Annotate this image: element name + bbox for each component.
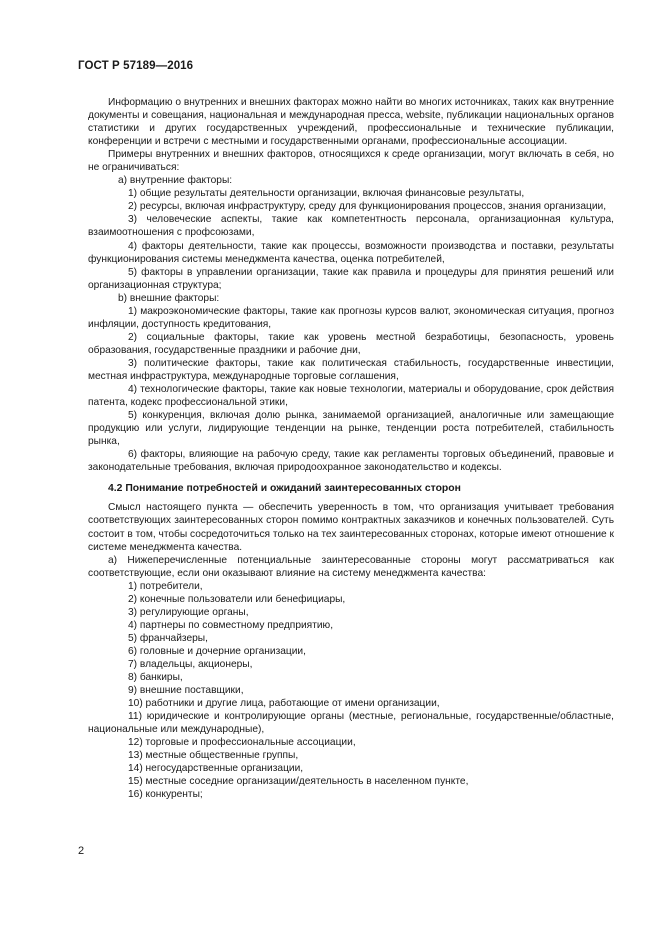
list-heading: а) внутренние факторы: xyxy=(118,175,233,187)
document-header: ГОСТ Р 57189—2016 xyxy=(78,60,194,72)
paragraphs-after xyxy=(88,501,614,801)
list-item: 4) партнеры по совместному предприятию, xyxy=(128,619,334,631)
list-item: 6) факторы, влияющие на рабочую среду, такие как регламенты торговых объединений, правовые и законодательные требования, включая природоохранное законодательство и кодексы. xyxy=(88,449,614,474)
list-item: 3) регулирующие органы, xyxy=(128,606,249,618)
list-item: 4) технологические факторы, такие как новые технологии, материалы и оборудование, срок действия патента, кодекс профессиональной этики, xyxy=(88,384,614,409)
paragraph: Примеры внутренних и внешних факторов, относящихся к среде организации, могут включать в себя, но не ограничиваться: xyxy=(88,149,614,174)
paragraphs-before xyxy=(88,96,614,474)
paragraph: а) Нижеперечисленные потенциальные заинтересованные стороны могут рассматриваться как соответствующие, если они оказывают влияние на систему менеджмента качества: xyxy=(88,554,614,579)
list-item: 8) банкиры, xyxy=(128,672,183,684)
list-item: 16) конкуренты; xyxy=(128,789,203,801)
list-item: 2) конечные пользователи или бенефициары, xyxy=(128,593,346,605)
list-item: 4) факторы деятельности, такие как процессы, возможности производства и поставки, результаты функционирования системы менеджмента качества, оценка потребителей, xyxy=(88,240,614,265)
list-item: 5) франчайзеры, xyxy=(128,632,208,644)
list-item: 14) негосударственные организации, xyxy=(128,763,304,775)
list-item: 1) общие результаты деятельности организации, включая финансовые результаты, xyxy=(128,188,525,200)
page-number: 2 xyxy=(78,845,85,857)
list-item: 7) владельцы, акционеры, xyxy=(128,658,253,670)
list-item: 3) человеческие аспекты, такие как компетентность персонала, организационная культура, взаимоотношения с профсоюзами, xyxy=(88,214,614,239)
paragraph: Информацию о внутренних и внешних факторах можно найти во многих источниках, таких как внутренние документы и совещания, национальная и международная пресса, website, публикации национальных органов статистики и других государственных учреждений, профессиональные и технические публикации, конференции и встречи с местными и государственными органами, профессиональные ассоциации. xyxy=(88,97,614,148)
list-item: 5) конкуренция, включая долю рынка, занимаемой организацией, аналогичные или замещающие продукцию или услуги, лидирующие тенденции на рынке, тенденции роста потребителей, стабильность рынка, xyxy=(88,410,614,448)
page-content xyxy=(88,96,614,801)
list-item: 2) социальные факторы, такие как уровень местной безработицы, безопасность, уровень образования, государственные праздники и рабочие дни, xyxy=(88,331,614,356)
list-item: 15) местные соседние организации/деятельность в населенном пункте, xyxy=(128,776,469,788)
list-item: 6) головные и дочерние организации, xyxy=(128,645,306,657)
list-item: 12) торговые и профессиональные ассоциации, xyxy=(128,737,356,749)
list-item: 10) работники и другие лица, работающие от имени организации, xyxy=(128,698,440,710)
section-heading: 4.2 Понимание потребностей и ожиданий заинтересованных сторон xyxy=(108,483,461,495)
list-item: 1) макроэкономические факторы, такие как прогнозы курсов валют, экономическая ситуация, прогноз инфляции, доступность кредитования, xyxy=(88,305,614,330)
list-item: 1) потребители, xyxy=(128,580,203,592)
paragraph: Смысл настоящего пункта — обеспечить уверенность в том, что организация учитывает требования соответствующих заинтересованных сторон помимо контрактных заказчиков и конечных пользователей. Суть состоит в том, чтобы сосредоточиться только на тех заинтересованных сторонах, которые имеют отношение к системе менеджмента качества. xyxy=(88,502,614,553)
list-heading: b) внешние факторы: xyxy=(118,292,220,304)
list-item: 2) ресурсы, включая инфраструктуру, среду для функционирования процессов, знания организации, xyxy=(128,201,607,213)
list-item: 13) местные общественные группы, xyxy=(128,750,299,762)
list-item: 3) политические факторы, такие как политическая стабильность, государственные инвестиции, местная инфраструктура, международные торговые соглашения, xyxy=(88,357,614,382)
list-item: 9) внешние поставщики, xyxy=(128,685,244,697)
list-item: 11) юридические и контролирующие органы (местные, региональные, государственные/областные, национальные или международные), xyxy=(88,711,614,736)
list-item: 5) факторы в управлении организации, такие как правила и процедуры для принятия решений или организационная структура; xyxy=(88,266,614,291)
